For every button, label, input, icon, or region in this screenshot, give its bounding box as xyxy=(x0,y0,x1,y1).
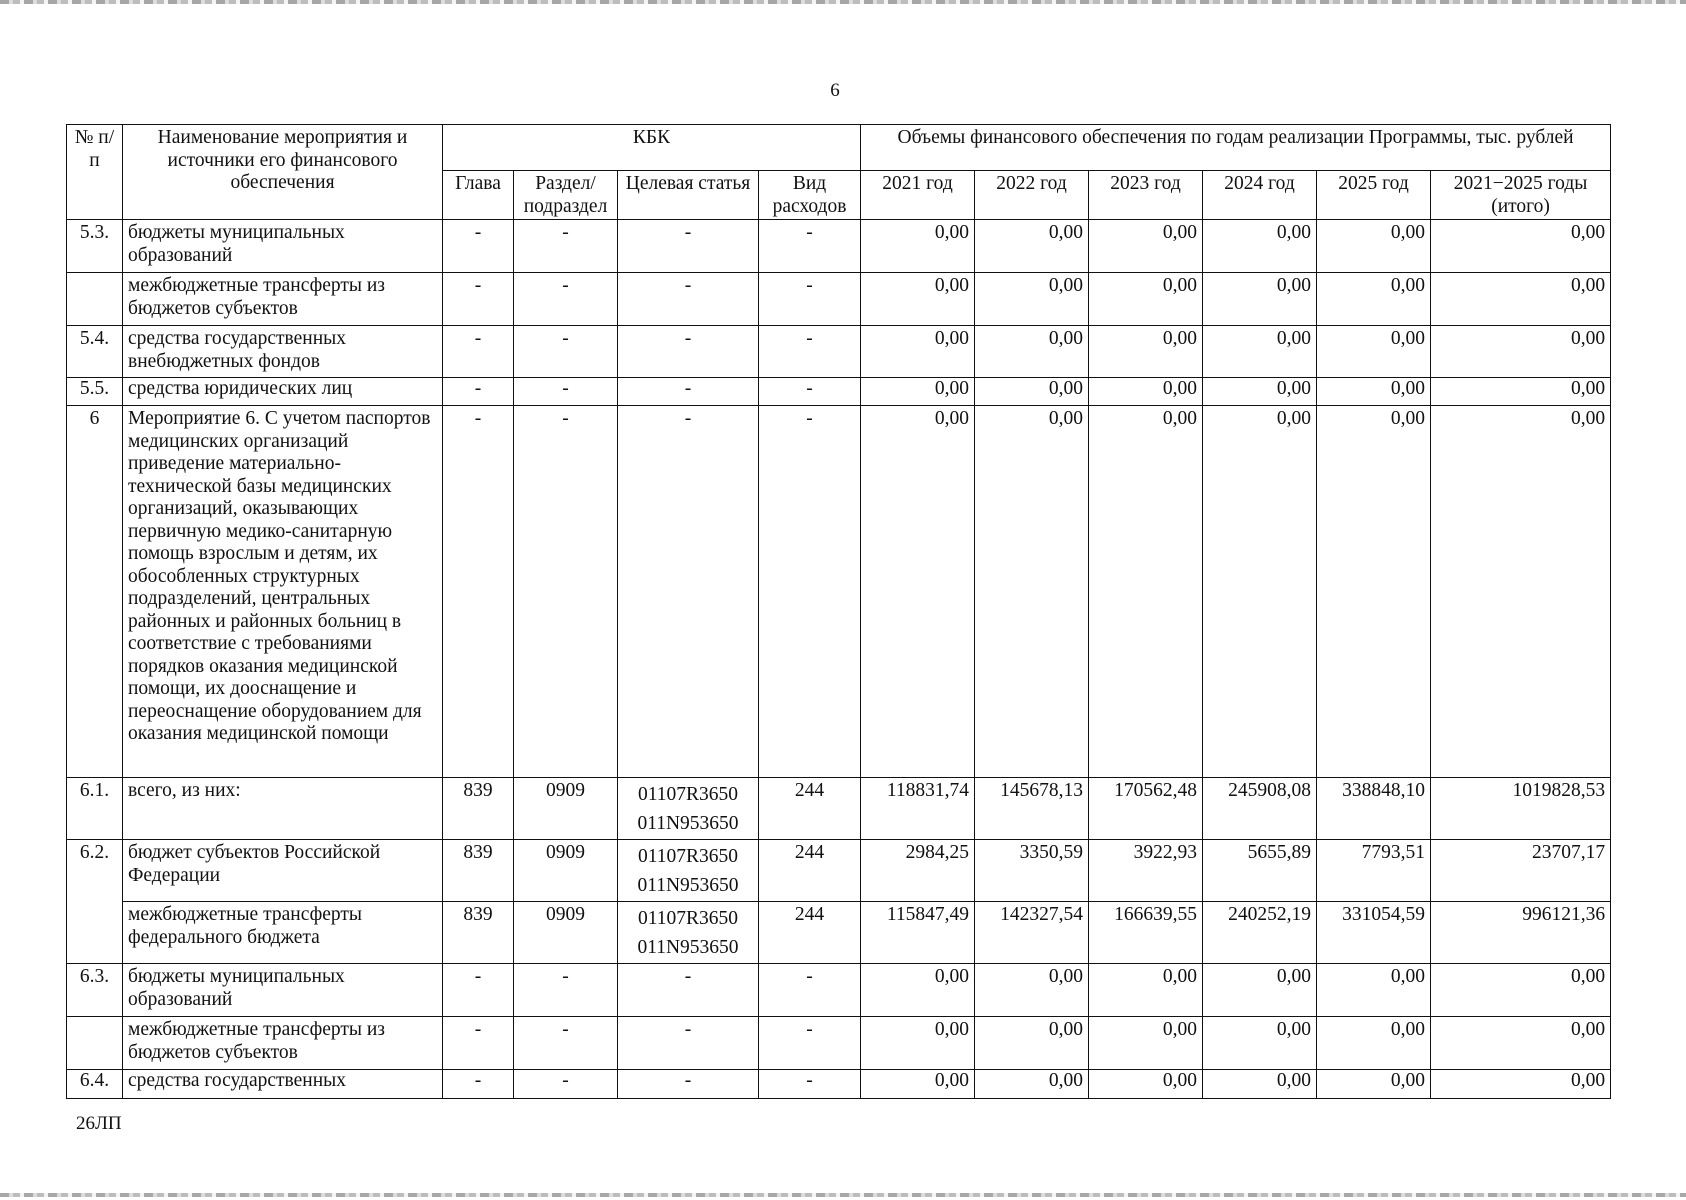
row-value-2023: 170562,48 xyxy=(1089,778,1203,840)
row-value-total: 0,00 xyxy=(1431,378,1611,406)
celevaya-code: 01107R3650 xyxy=(637,784,739,805)
page-number: 6 xyxy=(830,80,840,101)
row-razdel: - xyxy=(514,1070,618,1099)
row-name: всего, из них: xyxy=(123,778,443,840)
table-row xyxy=(67,326,1611,378)
row-num xyxy=(67,273,123,326)
row-celevaya: - xyxy=(618,1070,759,1099)
row-value-2024: 0,00 xyxy=(1203,220,1317,273)
row-vid: - xyxy=(759,1070,861,1099)
row-value-2021: 0,00 xyxy=(861,326,975,378)
row-value-2023: 0,00 xyxy=(1089,220,1203,273)
row-glava: - xyxy=(443,964,514,1017)
row-razdel: - xyxy=(514,964,618,1017)
row-celevaya: - xyxy=(618,273,759,326)
row-value-2025: 0,00 xyxy=(1317,273,1431,326)
row-razdel: - xyxy=(514,406,618,778)
row-value-2025: 0,00 xyxy=(1317,378,1431,406)
table-row xyxy=(67,378,1611,406)
row-value-2021: 0,00 xyxy=(861,1070,975,1099)
table-row xyxy=(67,964,1611,1017)
row-name: межбюджетные трансферты федерального бюджета xyxy=(123,902,443,964)
table-header xyxy=(67,125,1611,220)
row-value-2023: 0,00 xyxy=(1089,964,1203,1017)
row-celevaya: - xyxy=(618,326,759,378)
table-row xyxy=(67,1017,1611,1070)
scan-edge-bottom xyxy=(0,1193,1686,1197)
row-name: межбюджетные трансферты из бюджетов субъектов xyxy=(123,1017,443,1070)
row-vid: - xyxy=(759,406,861,778)
row-value-total: 0,00 xyxy=(1431,964,1611,1017)
row-value-2024: 0,00 xyxy=(1203,1017,1317,1070)
table-row xyxy=(67,1070,1611,1099)
row-num: 5.5. xyxy=(67,378,123,406)
row-vid: - xyxy=(759,326,861,378)
row-value-2021: 0,00 xyxy=(861,378,975,406)
table-row xyxy=(67,406,1611,778)
row-value-total: 1019828,53 xyxy=(1431,778,1611,840)
row-celevaya: - xyxy=(618,1017,759,1070)
header-volumes: Объемы финансового обеспечения по годам реализации Программы, тыс. рублей xyxy=(861,125,1611,171)
row-value-2021: 0,00 xyxy=(861,273,975,326)
row-name: бюджеты муниципальных образований xyxy=(123,964,443,1017)
celevaya-code: 011N953650 xyxy=(637,875,739,896)
row-glava: - xyxy=(443,1070,514,1099)
table-row xyxy=(67,778,1611,840)
row-value-2023: 0,00 xyxy=(1089,326,1203,378)
table-row xyxy=(67,273,1611,326)
table-row xyxy=(67,220,1611,273)
row-num: 6.2. xyxy=(67,840,123,964)
row-value-2024: 0,00 xyxy=(1203,378,1317,406)
row-value-2022: 0,00 xyxy=(975,378,1089,406)
row-value-2025: 338848,10 xyxy=(1317,778,1431,840)
row-vid: - xyxy=(759,220,861,273)
row-razdel: 0909 xyxy=(514,778,618,840)
row-value-total: 0,00 xyxy=(1431,220,1611,273)
row-celevaya xyxy=(618,840,759,902)
row-razdel: 0909 xyxy=(514,840,618,902)
row-glava: - xyxy=(443,1017,514,1070)
table-row xyxy=(67,840,1611,902)
row-value-2023: 0,00 xyxy=(1089,1070,1203,1099)
row-celevaya: - xyxy=(618,220,759,273)
row-num: 6 xyxy=(67,406,123,778)
row-razdel: - xyxy=(514,1017,618,1070)
celevaya-code: 011N953650 xyxy=(637,813,739,834)
row-value-2021: 2984,25 xyxy=(861,840,975,902)
row-vid: - xyxy=(759,378,861,406)
table-body xyxy=(67,220,1611,1099)
row-name: средства государственных xyxy=(123,1070,443,1099)
row-value-2025: 0,00 xyxy=(1317,220,1431,273)
row-value-total: 0,00 xyxy=(1431,1070,1611,1099)
row-name: средства государственных внебюджетных фондов xyxy=(123,326,443,378)
header-num: № п/п xyxy=(67,125,123,220)
row-vid: 244 xyxy=(759,840,861,902)
row-glava: 839 xyxy=(443,840,514,902)
header-razdel: Раздел/ подраздел xyxy=(514,171,618,220)
celevaya-code: 011N953650 xyxy=(637,937,739,958)
row-num xyxy=(67,1017,123,1070)
row-value-2023: 0,00 xyxy=(1089,378,1203,406)
row-celevaya: - xyxy=(618,406,759,778)
row-value-2022: 142327,54 xyxy=(975,902,1089,964)
row-value-2024: 5655,89 xyxy=(1203,840,1317,902)
row-value-total: 23707,17 xyxy=(1431,840,1611,902)
table-row xyxy=(67,902,1611,964)
row-value-total: 0,00 xyxy=(1431,326,1611,378)
row-value-2025: 0,00 xyxy=(1317,1017,1431,1070)
row-value-2021: 0,00 xyxy=(861,964,975,1017)
financing-table xyxy=(66,124,1611,1099)
header-2023: 2023 год xyxy=(1089,171,1203,220)
row-name: бюджет субъектов Российской Федерации xyxy=(123,840,443,902)
row-value-2025: 0,00 xyxy=(1317,1070,1431,1099)
row-value-2025: 0,00 xyxy=(1317,964,1431,1017)
row-vid: 244 xyxy=(759,902,861,964)
row-value-total: 0,00 xyxy=(1431,273,1611,326)
row-value-2021: 0,00 xyxy=(861,406,975,778)
header-total: 2021−2025 годы (итого) xyxy=(1431,171,1611,220)
row-glava: 839 xyxy=(443,778,514,840)
row-name: межбюджетные трансферты из бюджетов субъектов xyxy=(123,273,443,326)
row-razdel: - xyxy=(514,326,618,378)
row-value-2023: 166639,55 xyxy=(1089,902,1203,964)
row-razdel: 0909 xyxy=(514,902,618,964)
row-value-2025: 0,00 xyxy=(1317,406,1431,778)
row-value-2025: 331054,59 xyxy=(1317,902,1431,964)
row-value-2024: 0,00 xyxy=(1203,326,1317,378)
row-value-2022: 0,00 xyxy=(975,1070,1089,1099)
celevaya-code: 01107R3650 xyxy=(637,908,739,929)
row-value-2022: 0,00 xyxy=(975,326,1089,378)
row-value-2024: 0,00 xyxy=(1203,273,1317,326)
row-celevaya xyxy=(618,902,759,964)
row-value-2022: 0,00 xyxy=(975,220,1089,273)
row-celevaya xyxy=(618,778,759,840)
row-celevaya: - xyxy=(618,964,759,1017)
header-2025: 2025 год xyxy=(1317,171,1431,220)
header-celevaya: Целевая статья xyxy=(618,171,759,220)
row-razdel: - xyxy=(514,220,618,273)
row-value-2021: 0,00 xyxy=(861,220,975,273)
row-value-2022: 0,00 xyxy=(975,406,1089,778)
header-glava: Глава xyxy=(443,171,514,220)
row-value-2025: 0,00 xyxy=(1317,326,1431,378)
row-name: бюджеты муниципальных образований xyxy=(123,220,443,273)
row-value-total: 0,00 xyxy=(1431,406,1611,778)
celevaya-code: 01107R3650 xyxy=(637,846,739,867)
row-value-2021: 0,00 xyxy=(861,1017,975,1070)
row-value-2022: 0,00 xyxy=(975,1017,1089,1070)
row-value-2024: 245908,08 xyxy=(1203,778,1317,840)
row-value-2024: 0,00 xyxy=(1203,1070,1317,1099)
row-num: 6.4. xyxy=(67,1070,123,1099)
header-2021: 2021 год xyxy=(861,171,975,220)
row-value-2023: 0,00 xyxy=(1089,406,1203,778)
row-value-2025: 7793,51 xyxy=(1317,840,1431,902)
row-value-2024: 0,00 xyxy=(1203,406,1317,778)
row-vid: - xyxy=(759,1017,861,1070)
row-vid: - xyxy=(759,964,861,1017)
row-glava: 839 xyxy=(443,902,514,964)
row-value-2022: 3350,59 xyxy=(975,840,1089,902)
row-vid: - xyxy=(759,273,861,326)
row-value-2022: 0,00 xyxy=(975,964,1089,1017)
row-value-2021: 118831,74 xyxy=(861,778,975,840)
row-value-2022: 145678,13 xyxy=(975,778,1089,840)
row-value-total: 0,00 xyxy=(1431,1017,1611,1070)
row-razdel: - xyxy=(514,378,618,406)
row-num: 5.3. xyxy=(67,220,123,273)
row-name: средства юридических лиц xyxy=(123,378,443,406)
header-2022: 2022 год xyxy=(975,171,1089,220)
header-vid: Вид расходов xyxy=(759,171,861,220)
row-glava: - xyxy=(443,326,514,378)
row-celevaya: - xyxy=(618,378,759,406)
row-vid: 244 xyxy=(759,778,861,840)
row-num: 6.3. xyxy=(67,964,123,1017)
row-num: 6.1. xyxy=(67,778,123,840)
row-glava: - xyxy=(443,220,514,273)
row-glava: - xyxy=(443,406,514,778)
row-value-2023: 3922,93 xyxy=(1089,840,1203,902)
row-glava: - xyxy=(443,273,514,326)
document-code: 26ЛП xyxy=(76,1113,122,1134)
header-2024: 2024 год xyxy=(1203,171,1317,220)
row-value-2023: 0,00 xyxy=(1089,273,1203,326)
row-value-2023: 0,00 xyxy=(1089,1017,1203,1070)
row-value-2022: 0,00 xyxy=(975,273,1089,326)
row-value-2021: 115847,49 xyxy=(861,902,975,964)
row-value-2024: 240252,19 xyxy=(1203,902,1317,964)
row-value-total: 996121,36 xyxy=(1431,902,1611,964)
scan-edge-top xyxy=(0,0,1686,4)
row-value-2024: 0,00 xyxy=(1203,964,1317,1017)
row-razdel: - xyxy=(514,273,618,326)
row-num: 5.4. xyxy=(67,326,123,378)
row-name: Мероприятие 6. С учетом паспортов медицинских организаций приведение материально-технической базы медицинских организаций, оказывающих первичную медико-санитарную помощь взрослым и детям, их обособленных структурных подразделений, центральных районных и районных больниц в соответствие с требованиями порядков оказания медицинской помощи, их дооснащение и переоснащение оборудованием для оказания медицинской помощи xyxy=(123,406,443,778)
header-name: Наименование мероприятия и источники его финансового обеспечения xyxy=(123,125,443,220)
row-glava: - xyxy=(443,378,514,406)
header-kbk: КБК xyxy=(443,125,861,171)
